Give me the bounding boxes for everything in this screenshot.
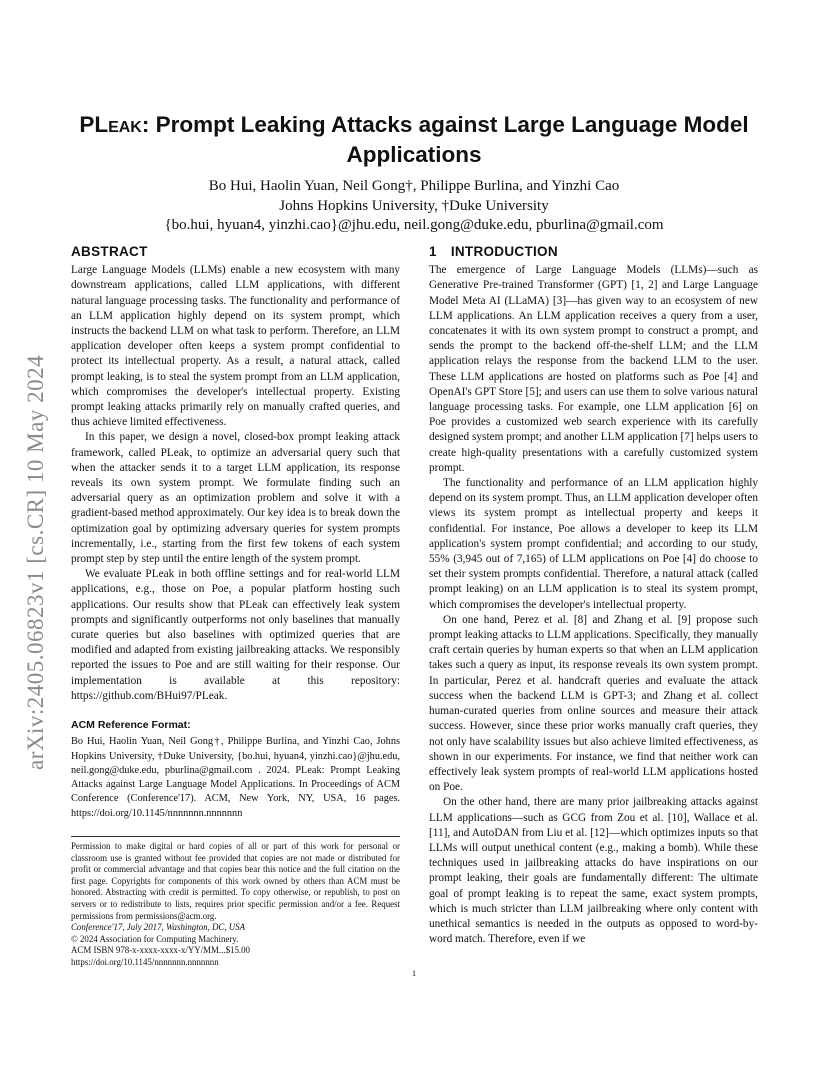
arxiv-identifier: arXiv:2405.06823v1 [cs.CR] 10 May 2024 [23, 354, 48, 770]
right-column [429, 244, 758, 947]
isbn-line: ACM ISBN 978-x-xxxx-xxxx-x/YY/MM...$15.00 [71, 945, 250, 956]
copyright-line: © 2024 Association for Computing Machinery. [71, 933, 239, 944]
acm-reference [71, 718, 400, 821]
permission-text: Permission to make digital or hard copies of all or part of this work for personal or classroom use is granted without fee provided that copies are not made or distributed for profit or commercial advantage and that copies bear this notice and the full citation on the first page. Copyrights for components of this work owned by others than ACM must be honored. Abstracting with credit is permitted. To copy otherwise, or republish, to post on servers or to redistribute to lists, requires prior specific permission and/or a fee. Request permissions from permissions@acm.org. [71, 841, 400, 921]
acm-reference-body: Bo Hui, Haolin Yuan, Neil Gong†, Philippe Burlina, and Yinzhi Cao, Johns Hopkins University, †Duke University, {bo.hui, hyuan4, yinzhi.cao}@jhu.edu, neil.gong@duke.edu, pburlina@gmail.com . 2024. PLeak: Prompt Leaking Attacks against Large Language Model Applications. In Proceedings of ACM Conference (Conference'17). ACM, New York, NY, USA, 16 pages. https://doi.org/10.1145/nnnnnnn.nnnnnnn [71, 736, 400, 819]
section-title: INTRODUCTION [450, 244, 558, 259]
author-emails: {bo.hui, hyuan4, yinzhi.cao}@jhu.edu, neil.gong@duke.edu, pburlina@gmail.com [164, 217, 664, 233]
title-system-name: PLeak [79, 112, 142, 137]
abstract-paragraph-2: In this paper, we design a novel, closed-box prompt leaking attack framework, called PLeak, to optimize an adversarial query such that when the attacker sends it to a target LLM application, its response reveals its own system prompt. We formulate finding such an adversarial query as an optimization problem and solve it with a gradient-based method approximately. Our key idea is to break down the optimization goal by optimizing adversary queries for system prompts incrementally, i.e., starting from the first few tokens of each system prompt step by step until the entire length of the system prompt. [71, 431, 400, 566]
intro-paragraph-4: On the other hand, there are many prior jailbreaking attacks against LLM applications—such as GCG from Zou et al. [10], Wallace et al. [11], and AutoDAN from Liu et al. [12]—which optimizes inputs so that LLMs will output unethical content (e.g., making a bomb). While these techniques used in jailbreaking attacks do have inspirations on our prompt leaking, their goals are fundamentally different: The ultimate goal of prompt leaking is to repeat the same, exact system prompts, which is much stricter than LLM jailbreaking where only content with unethical semantics is needed in the outputs as opposed to word-by-word match. Therefore, even if we [429, 796, 758, 946]
conference-line: Conference'17, July 2017, Washington, DC, USA [71, 922, 246, 933]
left-column [71, 244, 400, 821]
introduction-heading [429, 244, 758, 259]
doi-line: https://doi.org/10.1145/nnnnnnn.nnnnnnn [71, 956, 219, 967]
author-names: Bo Hui, Haolin Yuan, Neil Gong†, Philippe Burlina, and Yinzhi Cao [208, 178, 620, 194]
page-number: 1 [411, 968, 417, 978]
title-rest: : Prompt Leaking Attacks against Large Language Model Applications [141, 112, 749, 167]
author-block [72, 177, 756, 236]
acm-reference-heading: ACM Reference Format: [71, 719, 191, 732]
section-number: 1 [429, 244, 437, 259]
paper-title [72, 110, 756, 170]
abstract-paragraph-3: We evaluate PLeak in both offline settings and for real-world LLM applications, e.g., those on Poe, a popular platform hosting such applications. Our results show that PLeak can effectively leak system prompts and significantly outperforms not only baselines that manually curate queries but also baselines with optimized queries that are modified and adapted from existing jailbreaking attacks. We responsibly reported the issues to Poe and are still waiting for their response. Our implementation is available at this repository: https://github.com/BHui97/PLeak. [71, 568, 400, 702]
abstract-paragraph-1: Large Language Models (LLMs) enable a new ecosystem with many downstream applications, called LLM applications, with different natural language processing tasks. The functionality and performance of an LLM application highly depend on its system prompt, which instructs the backend LLM on what task to perform. Therefore, an LLM application developer often keeps a system prompt confidential to protect its intellectual property. As a result, a natural attack, called prompt leaking, is to steal the system prompt from an LLM application, which compromises the developer's intellectual property. Existing prompt leaking attacks primarily rely on manually crafted queries, and thus achieve limited effectiveness. [71, 264, 400, 429]
permission-footnote [71, 836, 400, 969]
intro-paragraph-3: On one hand, Perez et al. [8] and Zhang et al. [9] propose such prompt leaking attacks to LLM applications. Specifically, they manually craft certain queries by human experts so that when an LLM application takes such a query as input, its response reveals its own system prompt. In particular, Perez et al. handcraft queries and evaluate the attack success when the backend LLM is GPT-3; and Zhang et al. collect human-curated queries from online sources and measure their attack success. However, since these prior works manually craft queries, they not only have scalability issues but also achieve limited effectiveness, as shown in our experiments. For instance, we find that neither work can effectively leak system prompts of real-world LLM applications hosted on Poe. [429, 613, 758, 794]
author-affiliations: Johns Hopkins University, †Duke University [279, 197, 549, 214]
intro-paragraph-1: The emergence of Large Language Models (LLMs)—such as Generative Pre-trained Transformer (GPT) [1, 2] and Large Language Model Meta AI (LLaMA) [3]—has given way to an ecosystem of new LLM applications. An LLM application receives a query from a user, concatenates it with its own system prompt to construct a prompt, and sends the prompt to the backend off-the-shelf LLM; and the LLM application relays the response from the backend LLM to the user. These LLM applications are hosted on platforms such as Poe [4] and OpenAI's GPT Store [5]; and users can use them to solve various natural language processing tasks. For example, one LLM application [6] on Poe provides a customized web search experience with its carefully designed system prompt; and another LLM application [7] helps users to create high-quality presentations with a carefully customized system prompt. [429, 264, 758, 474]
abstract-heading: ABSTRACT [71, 244, 148, 259]
intro-paragraph-2: The functionality and performance of an LLM application highly depend on its system prompt. Thus, an LLM application developer often views its system prompt as intellectual property and keeps it confidential. For instance, Poe allows a developer to keep its LLM application's system prompt confidential; and according to our study, 55% (3,945 out of 7,165) of LLM applications on Poe [4] do choose to set their system prompts confidential. Therefore, a natural attack (called prompt leaking) on an LLM application is to steal its system prompt, which compromises the developer's intellectual property. [429, 477, 758, 611]
